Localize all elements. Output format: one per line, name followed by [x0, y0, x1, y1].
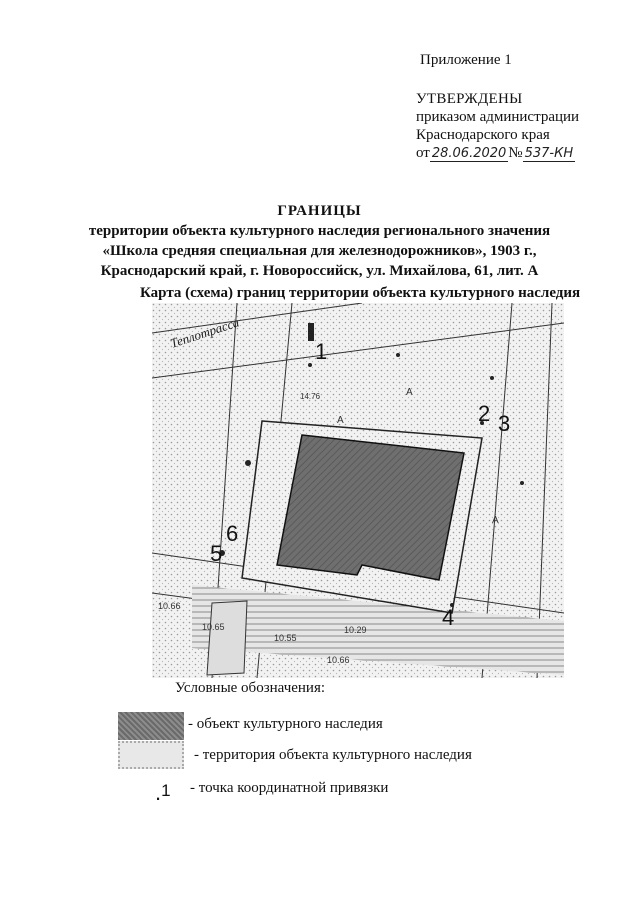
- title-line-3: Краснодарский край, г. Новороссийск, ул. Михайлова, 61, лит. А: [100, 263, 539, 279]
- point-5-label: 5: [210, 541, 223, 566]
- side-building: [207, 601, 247, 675]
- legend-object-swatch: [118, 712, 184, 740]
- elevation-10-66b: 10.66: [327, 655, 350, 665]
- approved-heading: УТВЕРЖДЕНЫ: [416, 91, 523, 107]
- document-title: [0, 201, 639, 281]
- area-letter-a1: А: [337, 415, 344, 426]
- legend-territory-swatch: [118, 741, 184, 769]
- point-6-label: 6: [226, 521, 239, 546]
- elevation-10-66a: 10.66: [158, 601, 181, 611]
- number-prefix: №: [508, 145, 523, 161]
- number-value: 537-КН: [524, 146, 574, 161]
- legend-territory-label: - территория объекта культурного наследия: [194, 747, 472, 763]
- point-4-label: 4: [442, 605, 455, 630]
- point-2-label: 2: [478, 401, 491, 426]
- legend-object-label: - объект культурного наследия: [188, 716, 383, 732]
- elevation-10-65: 10.65: [202, 622, 225, 632]
- approval-line-2: приказом администрации: [416, 109, 580, 125]
- title-line-2: «Школа средняя специальная для железнодорожников», 1903 г.,: [102, 243, 537, 259]
- elevation-10-55: 10.55: [274, 633, 297, 643]
- legend-point-label: - точка координатной привязки: [190, 780, 389, 796]
- point-3-label: 3: [498, 411, 511, 436]
- approval-block: [416, 90, 579, 162]
- elevation-14-76: 14.76: [300, 392, 321, 401]
- point-1-label: 1: [315, 339, 328, 364]
- area-letter-a2: А: [406, 387, 413, 398]
- area-letter-a3: А: [492, 515, 499, 526]
- legend-title: Условные обозначения:: [175, 680, 326, 696]
- title-main: ГРАНИЦЫ: [277, 203, 362, 219]
- street-label: Теплотрасса: [168, 314, 241, 351]
- date-prefix: от: [416, 145, 430, 161]
- legend-point-number: 1: [161, 781, 171, 800]
- map-title: Карта (схема) границ территории объекта культурного наследия: [140, 285, 581, 301]
- annex-label: Приложение 1: [420, 52, 512, 68]
- boundary-map: [152, 303, 564, 678]
- legend-point-marker: .1: [155, 780, 171, 805]
- approval-line-3: Краснодарского края: [416, 127, 550, 143]
- title-line-1: территории объекта культурного наследия регионального значения: [88, 223, 551, 239]
- approval-date-line: [416, 144, 579, 162]
- date-value: 28.06.2020: [431, 146, 507, 161]
- elevation-10-29: 10.29: [344, 625, 367, 635]
- heritage-object: [277, 435, 464, 580]
